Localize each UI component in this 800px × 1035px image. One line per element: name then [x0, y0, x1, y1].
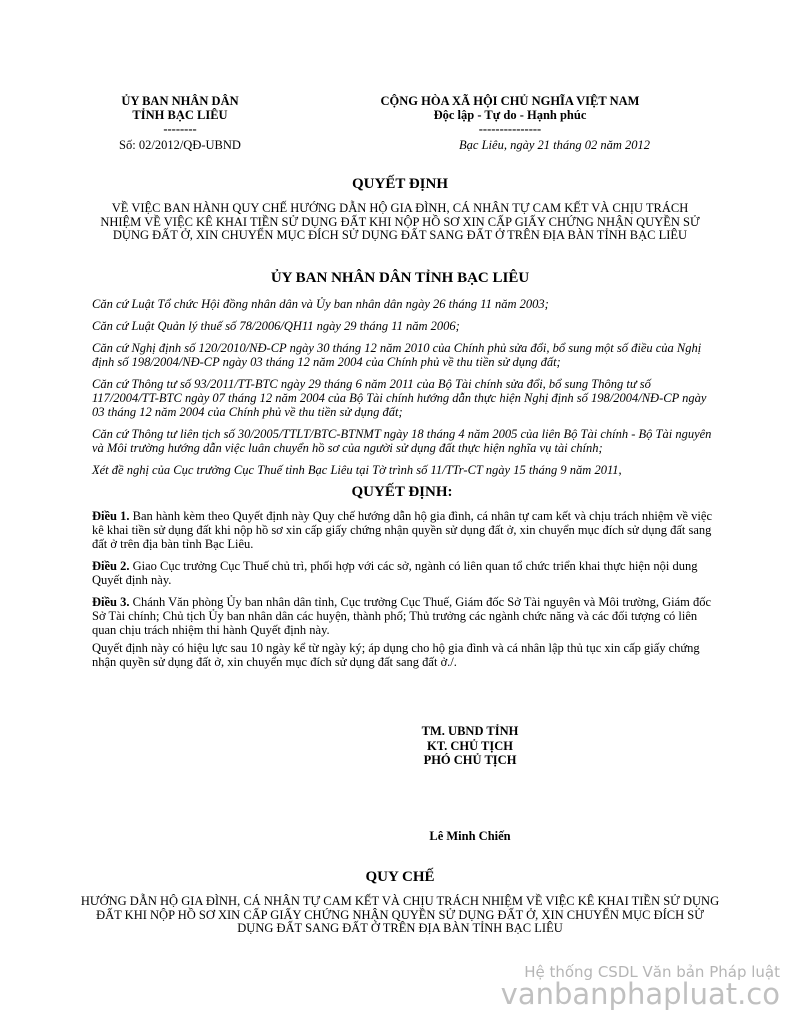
issuer-block — [80, 94, 280, 152]
effect-clause: Quyết định này có hiệu lực sau 10 ngày kể từ ngày ký; áp dụng cho hộ gia đình và cá nhân lập thủ tục xin cấp giấy chứng nhận quyền sử dụng đất ở, xin chuyển mục đích sử dụng đất sang đất ở./. — [92, 641, 700, 669]
article-3 — [92, 595, 712, 637]
watermark-domain: vanbanphapluat.co — [500, 977, 780, 1011]
decide-heading: QUYẾT ĐỊNH: — [351, 484, 453, 500]
article-text: Chánh Văn phòng Ủy ban nhân dân tỉnh, Cục trưởng Cục Thuế, Giám đốc Sở Tài nguyên và Môi trường, Giám đốc Sở Tài chính; Chủ tịch Ủy ban nhân dân các huyện, thành phố; Thủ trưởng các ngành chức năng và các đối tượng có liên quan chịu trách nhiệm thi hành Quyết định này. — [92, 595, 712, 637]
legal-basis: Căn cứ Luật Quản lý thuế số 78/2006/QH11 ngày 29 tháng 11 năm 2006; — [92, 319, 460, 333]
article-label: Điều 2. — [92, 559, 130, 573]
watermark-text: Hệ thống CSDL Văn bản Pháp luật — [524, 963, 780, 981]
motto-separator: --------------- — [478, 122, 542, 136]
article-1 — [92, 509, 712, 551]
article-text: Ban hành kèm theo Quyết định này Quy chế hướng dẫn hộ gia đình, cá nhân tự cam kết và chịu trách nhiệm về việc kê khai tiền sử dụng đất khi nộp hồ sơ xin cấp giấy chứng nhận quyền sử dụng đất ở, xin chuyển mục đích sử dụng đất sang đất ở trên địa bàn tỉnh Bạc Liêu. — [92, 509, 712, 551]
country-name: CỘNG HÒA XÃ HỘI CHỦ NGHĨA VIỆT NAM — [380, 94, 640, 108]
signature-block — [380, 724, 560, 768]
issuer-separator: -------- — [163, 122, 197, 136]
issuer-name: ỦY BAN NHÂN DÂN — [121, 94, 239, 108]
signature-line3: PHÓ CHỦ TỊCH — [423, 753, 517, 767]
signature-line1: TM. UBND TỈNH — [421, 724, 519, 738]
national-motto: Độc lập - Tự do - Hạnh phúc — [433, 108, 587, 122]
article-2 — [92, 559, 712, 587]
legal-basis: Xét đề nghị của Cục trưởng Cục Thuế tỉnh Bạc Liêu tại Tờ trình số 11/TTr-CT ngày 15 tháng 9 năm 2011, — [92, 463, 622, 477]
decision-body — [92, 297, 712, 677]
article-label: Điều 1. — [92, 509, 130, 523]
signature-line2: KT. CHỦ TỊCH — [426, 738, 513, 753]
document-number: Số: 02/2012/QĐ-UBND — [119, 138, 241, 152]
legal-basis: Căn cứ Thông tư số 93/2011/TT-BTC ngày 29 tháng 6 năm 2011 của Bộ Tài chính sửa đổi, bổ sung Thông tư số 117/2004/TT-BTC ngày 07 tháng 12 năm 2004 của Bộ Tài chính hướng dẫn thực hiện Nghị định số 198/2004/NĐ-CP ngày 03 tháng 12 năm 2004 của Chính phủ về thu tiền sử dụng đất; — [92, 377, 707, 419]
legal-basis: Căn cứ Thông tư liên tịch số 30/2005/TTLT/BTC-BTNMT ngày 18 tháng 4 năm 2005 của liên Bộ Tài chính - Bộ Tài nguyên và Môi trường hướng dẫn việc luân chuyển hồ sơ của người sử dụng đất thực hiện nghĩa vụ tài chính; — [92, 427, 712, 455]
legal-basis: Căn cứ Nghị định số 120/2010/NĐ-CP ngày 30 tháng 12 năm 2010 của Chính phủ sửa đổi, bổ sung một số điều của Nghị định số 198/2004/NĐ-CP ngày 03 tháng 12 năm 2004 của Chính phủ về thu tiền sử dụng đất; — [92, 341, 702, 369]
article-label: Điều 3. — [92, 595, 130, 609]
regulation-title: QUY CHẾ — [365, 869, 435, 885]
regulation-subtitle: HƯỚNG DẪN HỘ GIA ĐÌNH, CÁ NHÂN TỰ CAM KẾT VÀ CHỊU TRÁCH NHIỆM VỀ VIỆC KÊ KHAI TIỀN SỬ DỤNG ĐẤT KHI NỘP HỒ SƠ XIN CẤP GIẤY CHỨNG NHẬN QUYỀN SỬ DỤNG ĐẤT Ở, XIN CHUYỂN MỤC ĐÍCH SỬ DỤNG ĐẤT SANG ĐẤT Ở TRÊN ĐỊA BÀN TỈNH BẠC LIÊU — [80, 894, 720, 935]
issuer-province: TỈNH BẠC LIÊU — [132, 108, 228, 122]
legal-basis: Căn cứ Luật Tổ chức Hội đồng nhân dân và Ủy ban nhân dân ngày 26 tháng 11 năm 2003; — [92, 297, 549, 311]
decision-subtitle: VỀ VIỆC BAN HÀNH QUY CHẾ HƯỚNG DẪN HỘ GIA ĐÌNH, CÁ NHÂN TỰ CAM KẾT VÀ CHỊU TRÁCH NHIỆM VỀ VIỆC KÊ KHAI TIỀN SỬ DỤNG ĐẤT KHI NỘP HỒ SƠ XIN CẤP GIẤY CHỨNG NHẬN QUYỀN SỬ DỤNG ĐẤT Ở, XIN CHUYỂN MỤC ĐÍCH SỬ DỤNG ĐẤT SANG ĐẤT Ở TRÊN ĐỊA BÀN TỈNH BẠC LIÊU — [100, 201, 700, 242]
decision-title: QUYẾT ĐỊNH — [352, 176, 448, 192]
national-header — [300, 94, 720, 152]
authority-heading: ỦY BAN NHÂN DÂN TỈNH BẠC LIÊU — [270, 270, 530, 286]
signer-name: Lê Minh Chiến — [429, 829, 511, 843]
document-date: Bạc Liêu, ngày 21 tháng 02 năm 2012 — [459, 138, 650, 152]
article-text: Giao Cục trưởng Cục Thuế chủ trì, phối hợp với các sở, ngành có liên quan tổ chức triển khai thực hiện nội dung Quyết định này. — [92, 559, 698, 587]
